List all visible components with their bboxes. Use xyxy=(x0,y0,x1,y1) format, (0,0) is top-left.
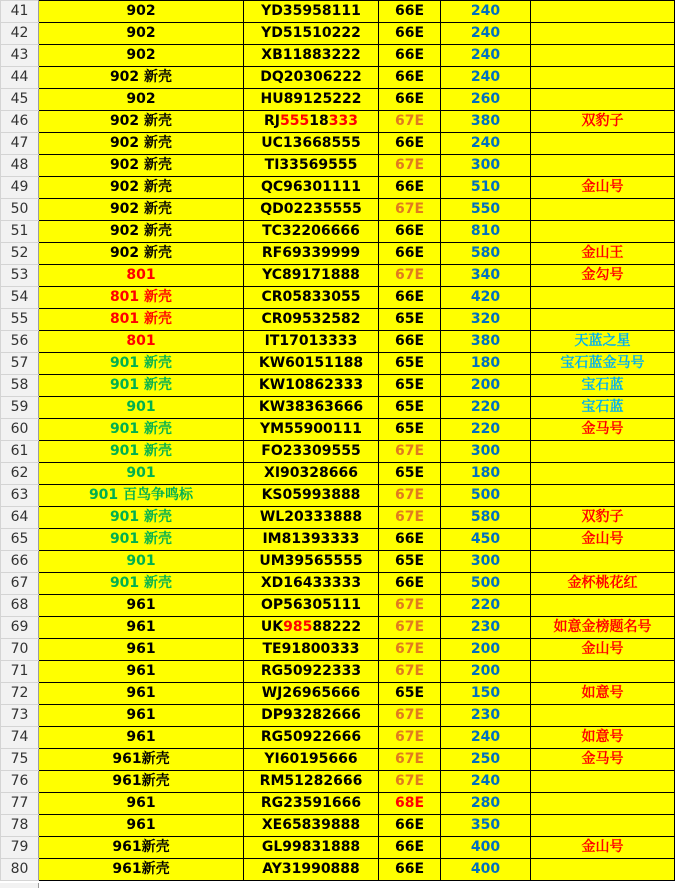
table-row xyxy=(1,287,675,309)
serial-cell[interactable]: UM39565555 xyxy=(244,551,379,573)
row-number[interactable]: 75 xyxy=(1,749,39,771)
code-cell[interactable]: 66E xyxy=(379,221,441,243)
code-cell[interactable]: 67E xyxy=(379,155,441,177)
price-cell[interactable]: 250 xyxy=(441,749,531,771)
code-cell[interactable]: 66E xyxy=(379,177,441,199)
serial-cell[interactable]: FO23309555 xyxy=(244,441,379,463)
note-cell[interactable]: 金山号 xyxy=(531,529,675,551)
model-cell[interactable]: 902 xyxy=(39,23,244,45)
note-cell[interactable] xyxy=(531,23,675,45)
model-cell[interactable]: 902 新壳 xyxy=(39,111,244,133)
model-cell[interactable]: 902 新壳 xyxy=(39,221,244,243)
code-cell[interactable]: 67E xyxy=(379,441,441,463)
price-cell[interactable]: 500 xyxy=(441,485,531,507)
price-cell[interactable]: 240 xyxy=(441,67,531,89)
table-row xyxy=(1,617,675,639)
model-cell[interactable]: 902 新壳 xyxy=(39,155,244,177)
price-cell[interactable]: 400 xyxy=(441,837,531,859)
table-row xyxy=(1,727,675,749)
serial-cell[interactable]: RG50922666 xyxy=(244,727,379,749)
note-cell[interactable] xyxy=(531,221,675,243)
code-cell[interactable]: 65E xyxy=(379,463,441,485)
model-cell[interactable]: 901 新壳 xyxy=(39,375,244,397)
next-row-strip xyxy=(0,883,675,888)
price-cell[interactable]: 240 xyxy=(441,23,531,45)
price-cell[interactable]: 240 xyxy=(441,45,531,67)
note-cell[interactable] xyxy=(531,89,675,111)
code-cell[interactable]: 65E xyxy=(379,309,441,331)
table-row xyxy=(1,309,675,331)
note-cell[interactable] xyxy=(531,793,675,815)
serial-cell[interactable]: TI33569555 xyxy=(244,155,379,177)
row-number[interactable]: 78 xyxy=(1,815,39,837)
serial-cell[interactable]: KW60151188 xyxy=(244,353,379,375)
price-cell[interactable]: 300 xyxy=(441,155,531,177)
model-cell[interactable]: 902 新壳 xyxy=(39,133,244,155)
code-cell[interactable]: 65E xyxy=(379,375,441,397)
note-cell[interactable]: 如意号 xyxy=(531,727,675,749)
serial-cell[interactable]: OP56305111 xyxy=(244,595,379,617)
serial-cell[interactable]: RM51282666 xyxy=(244,771,379,793)
price-cell[interactable]: 220 xyxy=(441,397,531,419)
table-row xyxy=(1,859,675,881)
serial-cell[interactable]: KS05993888 xyxy=(244,485,379,507)
table-row xyxy=(1,507,675,529)
model-cell[interactable]: 961 xyxy=(39,595,244,617)
table-row xyxy=(1,243,675,265)
code-cell[interactable]: 67E xyxy=(379,661,441,683)
model-cell[interactable]: 961新壳 xyxy=(39,837,244,859)
code-cell[interactable]: 66E xyxy=(379,287,441,309)
code-cell[interactable]: 67E xyxy=(379,485,441,507)
note-cell[interactable]: 天蓝之星 xyxy=(531,331,675,353)
table-row xyxy=(1,133,675,155)
table-row xyxy=(1,265,675,287)
model-cell[interactable]: 801 xyxy=(39,265,244,287)
serial-cell[interactable]: DQ20306222 xyxy=(244,67,379,89)
note-cell[interactable]: 金山号 xyxy=(531,837,675,859)
table-row xyxy=(1,177,675,199)
note-cell[interactable]: 双豹子 xyxy=(531,111,675,133)
price-cell[interactable]: 220 xyxy=(441,419,531,441)
note-cell[interactable] xyxy=(531,463,675,485)
row-number[interactable]: 61 xyxy=(1,441,39,463)
row-number[interactable]: 47 xyxy=(1,133,39,155)
note-cell[interactable]: 宝石蓝 xyxy=(531,375,675,397)
code-cell[interactable]: 66E xyxy=(379,859,441,881)
row-number[interactable]: 46 xyxy=(1,111,39,133)
model-cell[interactable]: 901 xyxy=(39,551,244,573)
row-number[interactable]: 53 xyxy=(1,265,39,287)
price-cell[interactable]: 150 xyxy=(441,683,531,705)
table-row xyxy=(1,661,675,683)
table-row xyxy=(1,529,675,551)
row-number[interactable]: 70 xyxy=(1,639,39,661)
serial-cell[interactable]: HU89125222 xyxy=(244,89,379,111)
price-cell[interactable]: 580 xyxy=(441,243,531,265)
price-cell[interactable]: 240 xyxy=(441,771,531,793)
serial-cell[interactable]: YD51510222 xyxy=(244,23,379,45)
serial-cell[interactable]: YI60195666 xyxy=(244,749,379,771)
table-row xyxy=(1,573,675,595)
table-row xyxy=(1,837,675,859)
note-cell[interactable] xyxy=(531,815,675,837)
row-number[interactable]: 42 xyxy=(1,23,39,45)
row-number[interactable]: 80 xyxy=(1,859,39,881)
table-row xyxy=(1,23,675,45)
price-cell[interactable]: 300 xyxy=(441,441,531,463)
row-number[interactable]: 65 xyxy=(1,529,39,551)
note-cell[interactable]: 如意号 xyxy=(531,683,675,705)
row-number[interactable]: 79 xyxy=(1,837,39,859)
table-row xyxy=(1,683,675,705)
row-number[interactable]: 49 xyxy=(1,177,39,199)
serial-cell[interactable]: UK98588222 xyxy=(244,617,379,639)
table-row xyxy=(1,1,675,23)
code-cell[interactable]: 67E xyxy=(379,705,441,727)
table-row xyxy=(1,595,675,617)
model-cell[interactable]: 801 xyxy=(39,331,244,353)
table-row xyxy=(1,111,675,133)
table-row xyxy=(1,199,675,221)
table-row xyxy=(1,441,675,463)
table-row xyxy=(1,45,675,67)
model-cell[interactable]: 901 新壳 xyxy=(39,507,244,529)
code-cell[interactable]: 67E xyxy=(379,595,441,617)
code-cell[interactable]: 67E xyxy=(379,617,441,639)
code-cell[interactable]: 65E xyxy=(379,397,441,419)
table-row xyxy=(1,419,675,441)
serial-cell[interactable]: KW38363666 xyxy=(244,397,379,419)
note-cell[interactable] xyxy=(531,551,675,573)
price-cell[interactable]: 810 xyxy=(441,221,531,243)
note-cell[interactable] xyxy=(531,661,675,683)
model-cell[interactable]: 961 xyxy=(39,727,244,749)
table-row xyxy=(1,771,675,793)
code-cell[interactable]: 66E xyxy=(379,815,441,837)
serial-cell[interactable]: GL99831888 xyxy=(244,837,379,859)
serial-cell[interactable]: YC89171888 xyxy=(244,265,379,287)
row-number[interactable]: 67 xyxy=(1,573,39,595)
note-cell[interactable] xyxy=(531,595,675,617)
code-cell[interactable]: 66E xyxy=(379,243,441,265)
row-number[interactable]: 48 xyxy=(1,155,39,177)
code-cell[interactable]: 66E xyxy=(379,573,441,595)
table-row xyxy=(1,89,675,111)
table-row xyxy=(1,639,675,661)
row-number[interactable]: 62 xyxy=(1,463,39,485)
price-cell[interactable]: 200 xyxy=(441,639,531,661)
serial-cell[interactable]: RG50922333 xyxy=(244,661,379,683)
row-number[interactable]: 51 xyxy=(1,221,39,243)
note-cell[interactable]: 双豹子 xyxy=(531,507,675,529)
row-number[interactable]: 52 xyxy=(1,243,39,265)
serial-cell[interactable]: KW10862333 xyxy=(244,375,379,397)
table-row xyxy=(1,375,675,397)
note-cell[interactable]: 金杯桃花红 xyxy=(531,573,675,595)
note-cell[interactable]: 金勾号 xyxy=(531,265,675,287)
row-number[interactable]: 44 xyxy=(1,67,39,89)
code-cell[interactable]: 66E xyxy=(379,45,441,67)
row-number[interactable]: 58 xyxy=(1,375,39,397)
code-cell[interactable]: 66E xyxy=(379,1,441,23)
price-cell[interactable]: 450 xyxy=(441,529,531,551)
code-cell[interactable]: 67E xyxy=(379,199,441,221)
model-cell[interactable]: 901 新壳 xyxy=(39,573,244,595)
row-number[interactable]: 73 xyxy=(1,705,39,727)
code-cell[interactable]: 67E xyxy=(379,265,441,287)
row-number[interactable]: 74 xyxy=(1,727,39,749)
price-cell[interactable]: 380 xyxy=(441,331,531,353)
serial-cell[interactable]: UC13668555 xyxy=(244,133,379,155)
price-cell[interactable]: 350 xyxy=(441,815,531,837)
serial-cell[interactable]: RG23591666 xyxy=(244,793,379,815)
serial-cell[interactable]: CR05833055 xyxy=(244,287,379,309)
price-cell[interactable]: 180 xyxy=(441,463,531,485)
serial-cell[interactable]: TE91800333 xyxy=(244,639,379,661)
model-cell[interactable]: 901 新壳 xyxy=(39,353,244,375)
model-cell[interactable]: 961新壳 xyxy=(39,859,244,881)
row-number[interactable]: 68 xyxy=(1,595,39,617)
note-cell[interactable] xyxy=(531,309,675,331)
row-number[interactable]: 59 xyxy=(1,397,39,419)
price-cell[interactable]: 340 xyxy=(441,265,531,287)
price-cell[interactable]: 200 xyxy=(441,375,531,397)
note-cell[interactable] xyxy=(531,859,675,881)
model-cell[interactable]: 901 新壳 xyxy=(39,441,244,463)
serial-cell[interactable]: YM55900111 xyxy=(244,419,379,441)
price-cell[interactable]: 420 xyxy=(441,287,531,309)
row-number[interactable]: 54 xyxy=(1,287,39,309)
serial-cell[interactable]: QD02235555 xyxy=(244,199,379,221)
table-row xyxy=(1,397,675,419)
code-cell[interactable]: 66E xyxy=(379,331,441,353)
serial-cell[interactable]: RJ55518333 xyxy=(244,111,379,133)
code-cell[interactable]: 66E xyxy=(379,67,441,89)
model-cell[interactable]: 961 xyxy=(39,639,244,661)
model-cell[interactable]: 961 xyxy=(39,793,244,815)
table-row xyxy=(1,749,675,771)
serial-cell[interactable]: IM81393333 xyxy=(244,529,379,551)
row-number[interactable]: 69 xyxy=(1,617,39,639)
model-cell[interactable]: 961 xyxy=(39,705,244,727)
table-row xyxy=(1,815,675,837)
serial-cell[interactable]: YD35958111 xyxy=(244,1,379,23)
code-cell[interactable]: 67E xyxy=(379,749,441,771)
code-cell[interactable]: 65E xyxy=(379,551,441,573)
serial-cell[interactable]: WL20333888 xyxy=(244,507,379,529)
model-cell[interactable]: 901 新壳 xyxy=(39,419,244,441)
price-cell[interactable]: 180 xyxy=(441,353,531,375)
model-cell[interactable]: 901 xyxy=(39,463,244,485)
code-cell[interactable]: 67E xyxy=(379,771,441,793)
row-number[interactable]: 57 xyxy=(1,353,39,375)
note-cell[interactable] xyxy=(531,155,675,177)
serial-cell[interactable]: XI90328666 xyxy=(244,463,379,485)
row-number[interactable]: 63 xyxy=(1,485,39,507)
serial-cell[interactable]: AY31990888 xyxy=(244,859,379,881)
note-cell[interactable]: 金马号 xyxy=(531,419,675,441)
table-row xyxy=(1,221,675,243)
row-number[interactable]: 50 xyxy=(1,199,39,221)
serial-cell[interactable]: TC32206666 xyxy=(244,221,379,243)
price-cell[interactable]: 510 xyxy=(441,177,531,199)
code-cell[interactable]: 66E xyxy=(379,133,441,155)
price-cell[interactable]: 240 xyxy=(441,1,531,23)
note-cell[interactable] xyxy=(531,287,675,309)
row-number[interactable]: 60 xyxy=(1,419,39,441)
row-number[interactable]: 56 xyxy=(1,331,39,353)
note-cell[interactable] xyxy=(531,441,675,463)
price-cell[interactable]: 240 xyxy=(441,727,531,749)
code-cell[interactable]: 67E xyxy=(379,111,441,133)
note-cell[interactable]: 宝石蓝金马号 xyxy=(531,353,675,375)
code-cell[interactable]: 66E xyxy=(379,529,441,551)
note-cell[interactable] xyxy=(531,705,675,727)
note-cell[interactable] xyxy=(531,1,675,23)
serial-cell[interactable]: RF69339999 xyxy=(244,243,379,265)
model-cell[interactable]: 902 新壳 xyxy=(39,243,244,265)
note-cell[interactable]: 金山号 xyxy=(531,177,675,199)
row-number[interactable]: 76 xyxy=(1,771,39,793)
code-cell[interactable]: 66E xyxy=(379,837,441,859)
note-cell[interactable]: 金山号 xyxy=(531,639,675,661)
code-cell[interactable]: 67E xyxy=(379,507,441,529)
model-cell[interactable]: 901 新壳 xyxy=(39,529,244,551)
table-row xyxy=(1,463,675,485)
code-cell[interactable]: 67E xyxy=(379,639,441,661)
model-cell[interactable]: 902 新壳 xyxy=(39,199,244,221)
row-number[interactable]: 77 xyxy=(1,793,39,815)
code-cell[interactable]: 67E xyxy=(379,727,441,749)
model-cell[interactable]: 961 xyxy=(39,617,244,639)
note-cell[interactable] xyxy=(531,133,675,155)
model-cell[interactable]: 902 新壳 xyxy=(39,67,244,89)
price-cell[interactable]: 230 xyxy=(441,617,531,639)
code-cell[interactable]: 68E xyxy=(379,793,441,815)
price-cell[interactable]: 240 xyxy=(441,133,531,155)
price-cell[interactable]: 230 xyxy=(441,705,531,727)
model-cell[interactable]: 902 xyxy=(39,1,244,23)
note-cell[interactable]: 宝石蓝 xyxy=(531,397,675,419)
serial-cell[interactable]: CR09532582 xyxy=(244,309,379,331)
table-row xyxy=(1,353,675,375)
row-number[interactable]: 55 xyxy=(1,309,39,331)
row-number[interactable]: 71 xyxy=(1,661,39,683)
model-cell[interactable]: 801 新壳 xyxy=(39,309,244,331)
price-cell[interactable]: 280 xyxy=(441,793,531,815)
table-row xyxy=(1,331,675,353)
price-cell[interactable]: 300 xyxy=(441,551,531,573)
price-cell[interactable]: 220 xyxy=(441,595,531,617)
table-row xyxy=(1,67,675,89)
price-cell[interactable]: 380 xyxy=(441,111,531,133)
row-number[interactable]: 64 xyxy=(1,507,39,529)
row-number[interactable]: 43 xyxy=(1,45,39,67)
model-cell[interactable]: 902 新壳 xyxy=(39,177,244,199)
table-row xyxy=(1,705,675,727)
note-cell[interactable]: 金马号 xyxy=(531,749,675,771)
price-cell[interactable]: 550 xyxy=(441,199,531,221)
serial-cell[interactable]: DP93282666 xyxy=(244,705,379,727)
code-cell[interactable]: 65E xyxy=(379,419,441,441)
model-cell[interactable]: 801 新壳 xyxy=(39,287,244,309)
note-cell[interactable]: 金山王 xyxy=(531,243,675,265)
price-cell[interactable]: 400 xyxy=(441,859,531,881)
serial-cell[interactable]: IT17013333 xyxy=(244,331,379,353)
table-row xyxy=(1,155,675,177)
model-cell[interactable]: 901 xyxy=(39,397,244,419)
model-cell[interactable]: 961新壳 xyxy=(39,771,244,793)
table-row xyxy=(1,793,675,815)
note-cell[interactable]: 如意金榜题名号 xyxy=(531,617,675,639)
price-cell[interactable]: 580 xyxy=(441,507,531,529)
table-row xyxy=(1,485,675,507)
code-cell[interactable]: 66E xyxy=(379,23,441,45)
code-cell[interactable]: 65E xyxy=(379,353,441,375)
note-cell[interactable] xyxy=(531,199,675,221)
serial-cell[interactable]: XD16433333 xyxy=(244,573,379,595)
row-number[interactable]: 45 xyxy=(1,89,39,111)
price-cell[interactable]: 260 xyxy=(441,89,531,111)
model-cell[interactable]: 961新壳 xyxy=(39,749,244,771)
price-cell[interactable]: 200 xyxy=(441,661,531,683)
serial-cell[interactable]: XE65839888 xyxy=(244,815,379,837)
note-cell[interactable] xyxy=(531,771,675,793)
model-cell[interactable]: 961 xyxy=(39,815,244,837)
model-cell[interactable]: 961 xyxy=(39,661,244,683)
row-number[interactable]: 41 xyxy=(1,1,39,23)
model-cell[interactable]: 902 xyxy=(39,89,244,111)
model-cell[interactable]: 902 xyxy=(39,45,244,67)
row-number[interactable]: 72 xyxy=(1,683,39,705)
price-cell[interactable]: 500 xyxy=(441,573,531,595)
note-cell[interactable] xyxy=(531,485,675,507)
model-cell[interactable]: 901 百鸟争鸣标 xyxy=(39,485,244,507)
serial-cell[interactable]: XB11883222 xyxy=(244,45,379,67)
note-cell[interactable] xyxy=(531,45,675,67)
price-cell[interactable]: 320 xyxy=(441,309,531,331)
serial-cell[interactable]: WJ26965666 xyxy=(244,683,379,705)
note-cell[interactable] xyxy=(531,67,675,89)
serial-cell[interactable]: QC96301111 xyxy=(244,177,379,199)
table-row xyxy=(1,551,675,573)
row-number[interactable]: 66 xyxy=(1,551,39,573)
model-cell[interactable]: 961 xyxy=(39,683,244,705)
code-cell[interactable]: 65E xyxy=(379,683,441,705)
code-cell[interactable]: 66E xyxy=(379,89,441,111)
